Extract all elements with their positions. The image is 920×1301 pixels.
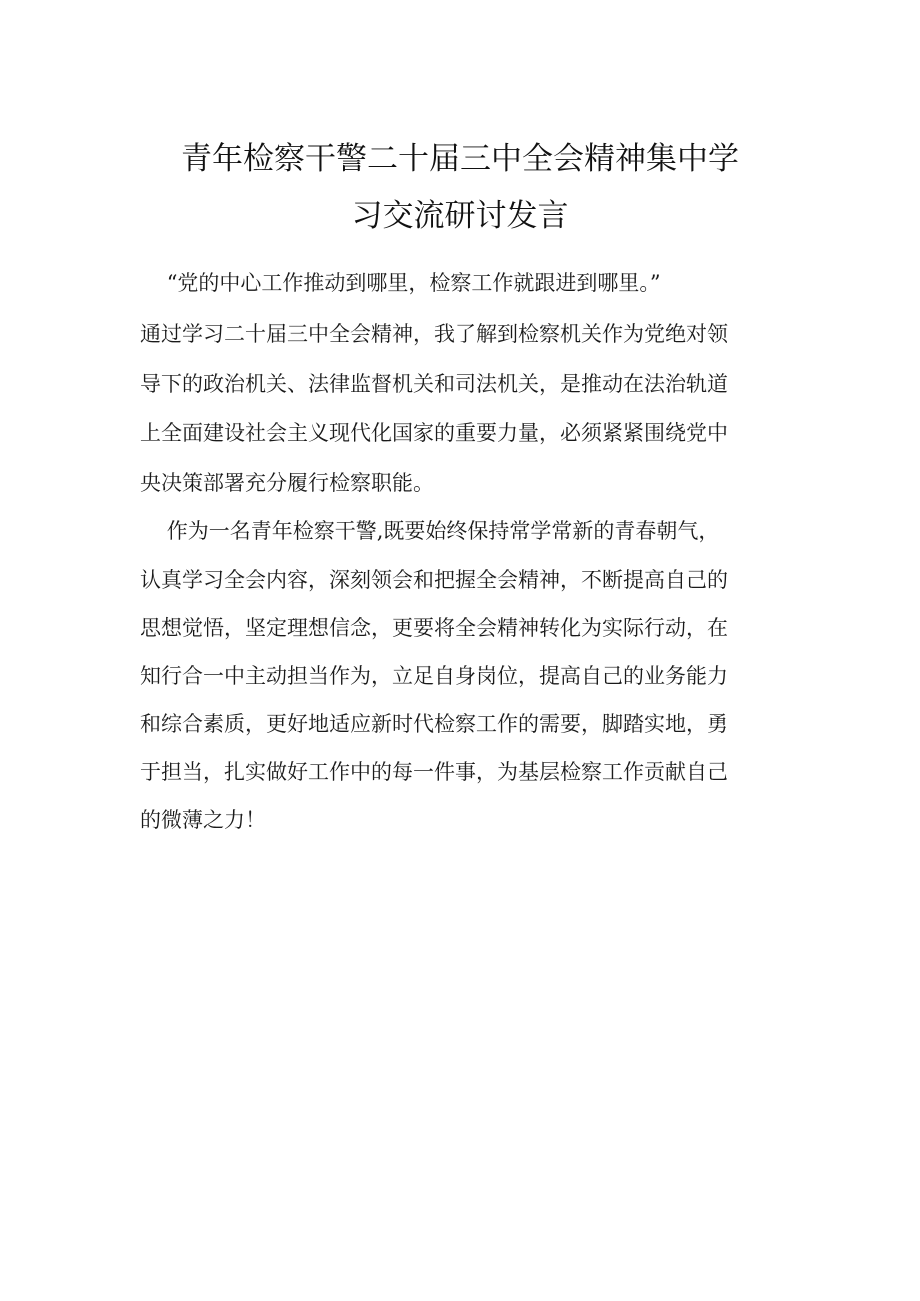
paragraph-2-line-4: 知行合一中主动担当作为，立足自身岗位，提高自己的业务能力 (140, 664, 728, 688)
paragraph-1-line-4: 上全面建设社会主义现代化国家的重要力量，必须紧紧围绕党中 (140, 421, 728, 445)
paragraph-2-line-3: 思想觉悟，坚定理想信念，更要将全会精神转化为实际行动，在 (140, 616, 728, 640)
paragraph-1-line-5: 央决策部署充分履行检察职能。 (140, 471, 434, 495)
paragraph-2-line-2: 认真学习全会内容，深刻领会和把握全会精神，不断提高自己的 (140, 568, 728, 592)
document-title-line-2: 习交流研讨发言 (351, 198, 569, 234)
paragraph-1-line-3: 导下的政治机关、法律监督机关和司法机关，是推动在法治轨道 (140, 372, 728, 396)
paragraph-1-line-1: “党的中心工作推动到哪里，检察工作就跟进到哪里。” (140, 271, 661, 295)
paragraph-1-line-2: 通过学习二十届三中全会精神，我了解到检察机关作为党绝对领 (140, 322, 728, 346)
document-title-line-1: 青年检察干警二十届三中全会精神集中学 (181, 141, 739, 177)
paragraph-2-line-5: 和综合素质，更好地适应新时代检察工作的需要，脚踏实地，勇 (140, 712, 728, 736)
paragraph-2-line-6: 于担当，扎实做好工作中的每一件事，为基层检察工作贡献自己 (140, 760, 728, 784)
paragraph-2-line-1: 作为一名青年检察干警,既要始终保持常学常新的青春朝气， (140, 519, 720, 543)
paragraph-2-line-7: 的微薄之力！ (140, 808, 266, 832)
